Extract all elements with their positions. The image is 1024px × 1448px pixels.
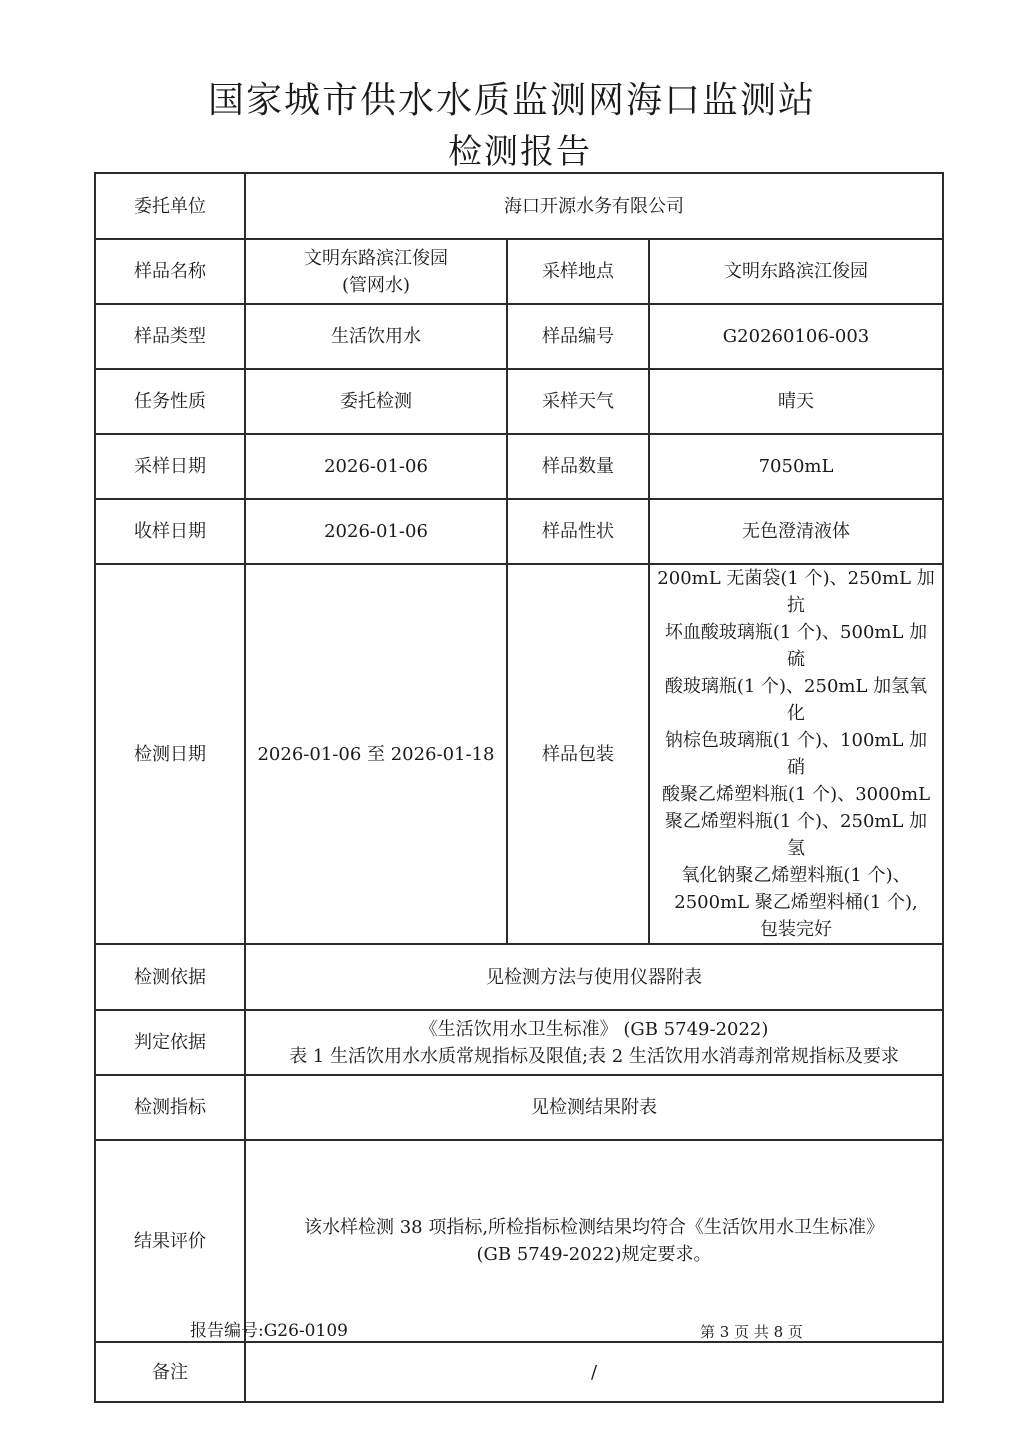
row-sample-type — [95, 304, 943, 369]
conclusion-line1: 该水样检测 38 项指标,所检指标检测结果均符合《生活饮用水卫生标准》 — [303, 1217, 885, 1238]
row-client — [95, 173, 943, 239]
row-receipt-date — [95, 499, 943, 564]
report-subtitle: 检测报告 — [448, 132, 592, 172]
judgment-label: 判定依据 — [95, 1010, 245, 1075]
row-test-basis — [95, 944, 943, 1010]
test-basis-value: 见检测方法与使用仪器附表 — [245, 944, 943, 1010]
report-title: 国家城市供水水质监测网海口监测站 — [207, 80, 816, 121]
remarks-label: 备注 — [95, 1342, 245, 1402]
conclusion-value — [245, 1140, 943, 1342]
judgment-standard: 《生活饮用水卫生标准》 (GB 5749-2022) — [419, 1018, 769, 1040]
client-value: 海口开源水务有限公司 — [245, 173, 943, 239]
row-indicators — [95, 1075, 943, 1140]
packaging-value — [649, 564, 943, 944]
packaging-line: 酸玻璃瓶(1 个)、250mL 加氢氧化 — [664, 676, 928, 724]
weather-value: 晴天 — [649, 369, 943, 434]
sample-name-line1: 文明东路滨江俊园 — [304, 247, 448, 269]
task-nature-value: 委托检测 — [245, 369, 507, 434]
packaging-line: 氧化钠聚乙烯塑料瓶(1 个)、 — [681, 865, 911, 886]
task-nature-label: 任务性质 — [95, 369, 245, 434]
sample-no-value: G20260106-003 — [649, 304, 943, 369]
packaging-line: 200mL 无菌袋(1 个)、250mL 加抗 — [657, 568, 935, 616]
test-date-label: 检测日期 — [95, 564, 245, 944]
client-label: 委托单位 — [95, 173, 245, 239]
report-table — [94, 172, 944, 1403]
row-task-nature — [95, 369, 943, 434]
sample-name-label: 样品名称 — [95, 239, 245, 304]
packaging-line: 2500mL 聚乙烯塑料桶(1 个), — [674, 892, 918, 913]
appearance-value: 无色澄清液体 — [649, 499, 943, 564]
receipt-date-label: 收样日期 — [95, 499, 245, 564]
sample-no-label: 样品编号 — [507, 304, 649, 369]
quantity-value: 7050mL — [649, 434, 943, 499]
packaging-line: 钠棕色玻璃瓶(1 个)、100mL 加硝 — [664, 730, 928, 778]
row-test-date — [95, 564, 943, 944]
judgment-tables: 表 1 生活饮用水水质常规指标及限值;表 2 生活饮用水消毒剂常规指标及要求 — [289, 1045, 899, 1067]
conclusion-line2: (GB 5749-2022)规定要求。 — [476, 1244, 712, 1265]
sampling-date-value: 2026-01-06 — [245, 434, 507, 499]
row-conclusion — [95, 1140, 943, 1342]
packaging-label: 样品包装 — [507, 564, 649, 944]
sample-type-value: 生活饮用水 — [245, 304, 507, 369]
remarks-value: / — [245, 1342, 943, 1402]
weather-label: 采样天气 — [507, 369, 649, 434]
packaging-line: 包装完好 — [760, 919, 833, 940]
sample-name-line2: (管网水) — [341, 274, 411, 296]
receipt-date-value: 2026-01-06 — [245, 499, 507, 564]
appearance-label: 样品性状 — [507, 499, 649, 564]
test-date-value: 2026-01-06 至 2026-01-18 — [245, 564, 507, 944]
indicators-value: 见检测结果附表 — [245, 1075, 943, 1140]
packaging-line: 聚乙烯塑料瓶(1 个)、250mL 加氢 — [664, 811, 928, 859]
indicators-label: 检测指标 — [95, 1075, 245, 1140]
conclusion-label: 结果评价 — [95, 1140, 245, 1342]
sample-name-value — [245, 239, 507, 304]
sampling-date-label: 采样日期 — [95, 434, 245, 499]
row-sampling-date — [95, 434, 943, 499]
packaging-line: 酸聚乙烯塑料瓶(1 个)、3000mL — [661, 784, 931, 805]
sampling-location-label: 采样地点 — [507, 239, 649, 304]
row-remarks — [95, 1342, 943, 1402]
row-judgment — [95, 1010, 943, 1075]
packaging-line: 坏血酸玻璃瓶(1 个)、500mL 加硫 — [664, 622, 928, 670]
judgment-value — [245, 1010, 943, 1075]
report-number: 报告编号:G26-0109 — [190, 1321, 348, 1341]
sample-type-label: 样品类型 — [95, 304, 245, 369]
test-basis-label: 检测依据 — [95, 944, 245, 1010]
quantity-label: 样品数量 — [507, 434, 649, 499]
sampling-location-value: 文明东路滨江俊园 — [649, 239, 943, 304]
page-number: 第 3 页 共 8 页 — [700, 1323, 803, 1341]
row-sample-name — [95, 239, 943, 304]
